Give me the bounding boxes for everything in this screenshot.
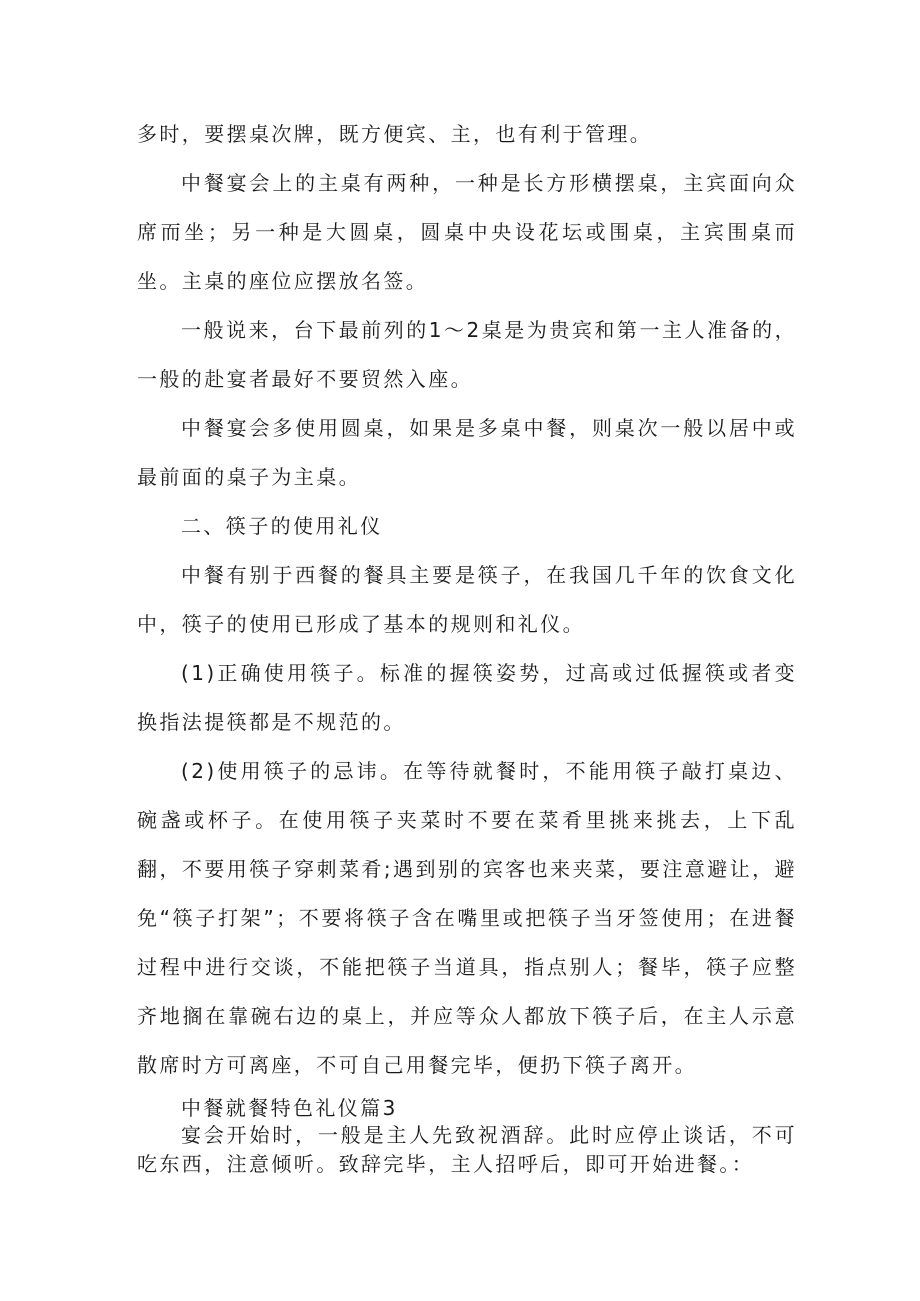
section-title: 中餐就餐特色礼仪篇3 xyxy=(181,1096,398,1120)
paragraph-table-number-cards: 多时，要摆桌次牌，既方便宾、主，也有利于管理。 xyxy=(137,122,653,146)
paragraph-correct-use: (1)正确使用筷子。标准的握筷姿势，过高或过低握筷或者变换指法提筷都是不规范的。 xyxy=(137,661,797,734)
paragraph-taboos: (2)使用筷子的忌讳。在等待就餐时，不能用筷子敲打桌边、碗盏或杯子。在使用筷子夹菜时不要在菜肴里挑来挑去，上下乱翻，不要用筷子穿刺菜肴;遇到别的宾客也来夹菜，要注意避让，避免“筷子打架”；不要将筷子含在嘴里或把筷子当牙签使用；在进餐过程中进行交谈，不能把筷子当道具，指点别人；餐毕，筷子应整齐地搁在靠碗右边的桌上，并应等众人都放下筷子后，在主人示意散席时方可离座，不可自己用餐完毕，便扔下筷子离开。 xyxy=(137,759,797,1077)
paragraph-front-tables: 一般说来，台下最前列的1～2桌是为贵宾和第一主人准备的，一般的赴宴者最好不要贸然入座。 xyxy=(137,318,797,391)
paragraph-toast: 宴会开始时，一般是主人先致祝酒辞。此时应停止谈话，不可吃东西，注意倾听。致辞完毕，主人招呼后，即可开始进餐。： xyxy=(137,1123,797,1176)
heading-chopsticks-etiquette: 二、筷子的使用礼仪 xyxy=(181,514,383,538)
paragraph-main-table-types: 中餐宴会上的主桌有两种，一种是长方形横摆桌，主宾面向众席而坐；另一种是大圆桌，圆桌中央设花坛或围桌，主宾围桌而坐。主桌的座位应摆放名签。 xyxy=(137,171,797,293)
paragraph-chopsticks-intro: 中餐有别于西餐的餐具主要是筷子，在我国几千年的饮食文化中，筷子的使用已形成了基本的规则和礼仪。 xyxy=(137,563,797,636)
paragraph-round-tables: 中餐宴会多使用圆桌，如果是多桌中餐，则桌次一般以居中或最前面的桌子为主桌。 xyxy=(137,416,797,489)
